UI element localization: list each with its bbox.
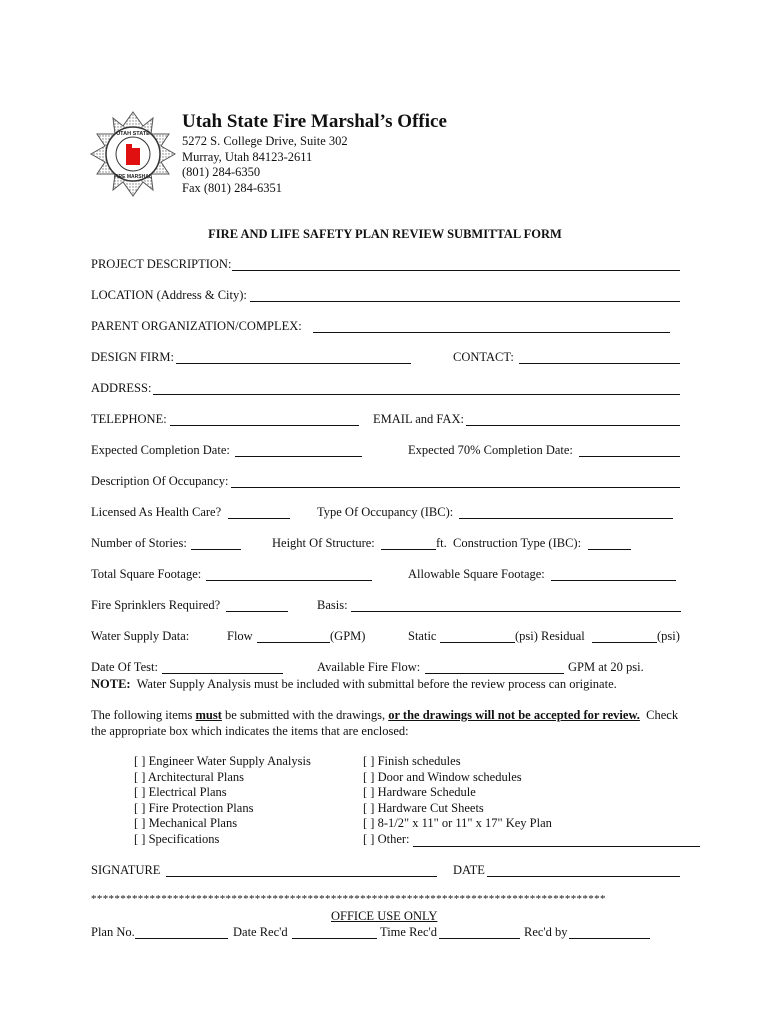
- checklist-item-fire-protection[interactable]: [ ] Fire Protection Plans: [134, 800, 254, 815]
- checklist-item-architectural[interactable]: [ ] Architectural Plans: [134, 769, 245, 784]
- available-flow-label: Available Fire Flow:: [317, 660, 421, 674]
- project-description-field[interactable]: [232, 270, 680, 271]
- checklist-left: [134, 754, 311, 848]
- project-description-label: PROJECT DESCRIPTION:: [91, 257, 232, 271]
- checklist-item-other[interactable]: [ ] Other:: [363, 831, 410, 846]
- design-firm-label: DESIGN FIRM:: [91, 350, 174, 364]
- checklist-item-door-window[interactable]: [ ] Door and Window schedules: [363, 769, 522, 784]
- checklist-item-hardware-schedule[interactable]: [ ] Hardware Schedule: [363, 785, 476, 800]
- time-recd-label: Time Rec'd: [380, 925, 438, 939]
- note: [91, 677, 617, 692]
- flow-label: Flow: [227, 629, 253, 643]
- contact-field[interactable]: [519, 363, 680, 364]
- type-occupancy-field[interactable]: [459, 518, 673, 519]
- phone-number: (801) 284-6350: [182, 165, 261, 179]
- licensed-health-label: Licensed As Health Care?: [91, 505, 222, 519]
- checklist-item-hardware-cut[interactable]: [ ] Hardware Cut Sheets: [363, 800, 484, 815]
- available-flow-field[interactable]: [425, 673, 564, 674]
- telephone-field[interactable]: [170, 425, 359, 426]
- checklist-right: [363, 754, 552, 848]
- date-recd-field[interactable]: [292, 938, 377, 939]
- static-field[interactable]: [440, 642, 515, 643]
- construction-type-field[interactable]: [588, 549, 631, 550]
- licensed-health-field[interactable]: [228, 518, 290, 519]
- expected-completion-field[interactable]: [235, 456, 362, 457]
- address-label: ADDRESS:: [91, 381, 152, 395]
- address-field[interactable]: [153, 394, 680, 395]
- separator-stars: ****************************************************************************************: [91, 893, 606, 905]
- plan-no-field[interactable]: [135, 938, 228, 939]
- description-occupancy-label: Description Of Occupancy:: [91, 474, 229, 488]
- instructions-not-accepted: or the drawings will not be accepted for review.: [388, 708, 640, 722]
- date-label: DATE: [453, 863, 485, 877]
- checklist-item-mechanical[interactable]: [ ] Mechanical Plans: [134, 816, 238, 831]
- water-supply-label: Water Supply Data:: [91, 629, 190, 643]
- note-text: Water Supply Analysis must be included with submittal before the review process can originate.: [136, 677, 617, 691]
- instructions-paragraph: [91, 707, 691, 739]
- office-name: Utah State Fire Marshal’s Office: [182, 111, 447, 132]
- location-label: LOCATION (Address & City):: [91, 288, 247, 302]
- other-field[interactable]: [413, 846, 700, 847]
- checklist-item-specifications[interactable]: [ ] Specifications: [134, 831, 220, 846]
- note-label: NOTE:: [91, 677, 131, 691]
- construction-type-label: Construction Type (IBC):: [453, 536, 582, 550]
- design-firm-field[interactable]: [176, 363, 411, 364]
- address-line1: 5272 S. College Drive, Suite 302: [182, 134, 348, 148]
- sprinklers-field[interactable]: [226, 611, 288, 612]
- allowable-sqft-label: Allowable Square Footage:: [408, 567, 545, 581]
- svg-text:UTAH STATE: UTAH STATE: [116, 131, 150, 137]
- ft-unit: ft.: [436, 536, 447, 550]
- parent-org-field[interactable]: [313, 332, 670, 333]
- static-label: Static: [408, 629, 437, 643]
- total-sqft-label: Total Square Footage:: [91, 567, 202, 581]
- location-field[interactable]: [250, 301, 680, 302]
- expected-70-label: Expected 70% Completion Date:: [408, 443, 573, 457]
- basis-label: Basis:: [317, 598, 348, 612]
- height-label: Height Of Structure:: [272, 536, 375, 550]
- instructions-part2: be submitted with the drawings,: [225, 708, 386, 722]
- residual-field[interactable]: [592, 642, 657, 643]
- height-field[interactable]: [381, 549, 436, 550]
- expected-70-field[interactable]: [579, 456, 680, 457]
- total-sqft-field[interactable]: [206, 580, 372, 581]
- recd-by-field[interactable]: [569, 938, 650, 939]
- fax-number: Fax (801) 284-6351: [182, 180, 282, 195]
- sprinklers-label: Fire Sprinklers Required?: [91, 598, 221, 612]
- gpm-20-unit: GPM at 20 psi.: [568, 660, 644, 674]
- address-line2: Murray, Utah 84123-2611: [182, 149, 313, 164]
- psi-residual-label: (psi) Residual: [515, 629, 585, 643]
- instructions-must: must: [195, 708, 222, 722]
- signature-label: SIGNATURE: [91, 863, 161, 877]
- svg-text:FIRE MARSHAL: FIRE MARSHAL: [114, 174, 152, 180]
- instructions-part1: The following items: [91, 708, 193, 722]
- type-occupancy-label: Type Of Occupancy (IBC):: [317, 505, 454, 519]
- recd-by-label: Rec'd by: [524, 925, 568, 939]
- email-fax-field[interactable]: [466, 425, 680, 426]
- allowable-sqft-field[interactable]: [551, 580, 676, 581]
- checklist-item-electrical[interactable]: [ ] Electrical Plans: [134, 785, 227, 800]
- time-recd-field[interactable]: [439, 938, 520, 939]
- parent-org-label: PARENT ORGANIZATION/COMPLEX:: [91, 319, 302, 333]
- expected-completion-label: Expected Completion Date:: [91, 443, 230, 457]
- checklist-item-water-supply[interactable]: [ ] Engineer Water Supply Analysis: [134, 754, 311, 768]
- email-fax-label: EMAIL and FAX:: [373, 412, 464, 426]
- checklist-item-key-plan[interactable]: [ ] 8-1/2" x 11" or 11" x 17" Key Plan: [363, 816, 552, 831]
- gpm-unit: (GPM): [330, 629, 366, 643]
- stories-field[interactable]: [191, 549, 241, 550]
- signature-field[interactable]: [166, 876, 437, 877]
- date-field[interactable]: [487, 876, 680, 877]
- telephone-label: TELEPHONE:: [91, 412, 167, 426]
- flow-field[interactable]: [257, 642, 330, 643]
- psi-unit: (psi): [657, 629, 680, 643]
- instructions-part3: Check the appropriate box which indicates the items that are enclosed:: [91, 708, 679, 738]
- plan-no-label: Plan No.: [91, 925, 135, 939]
- form-title: FIRE AND LIFE SAFETY PLAN REVIEW SUBMITTAL FORM: [208, 227, 562, 241]
- contact-label: CONTACT:: [453, 350, 514, 364]
- date-of-test-field[interactable]: [162, 673, 283, 674]
- basis-field[interactable]: [351, 611, 681, 612]
- checklist-item-finish[interactable]: [ ] Finish schedules: [363, 754, 461, 768]
- fire-marshal-logo: [87, 108, 179, 200]
- office-use-title: OFFICE USE ONLY: [331, 909, 438, 923]
- date-of-test-label: Date Of Test:: [91, 660, 158, 674]
- description-occupancy-field[interactable]: [231, 487, 680, 488]
- date-recd-label: Date Rec'd: [233, 925, 288, 939]
- stories-label: Number of Stories:: [91, 536, 187, 550]
